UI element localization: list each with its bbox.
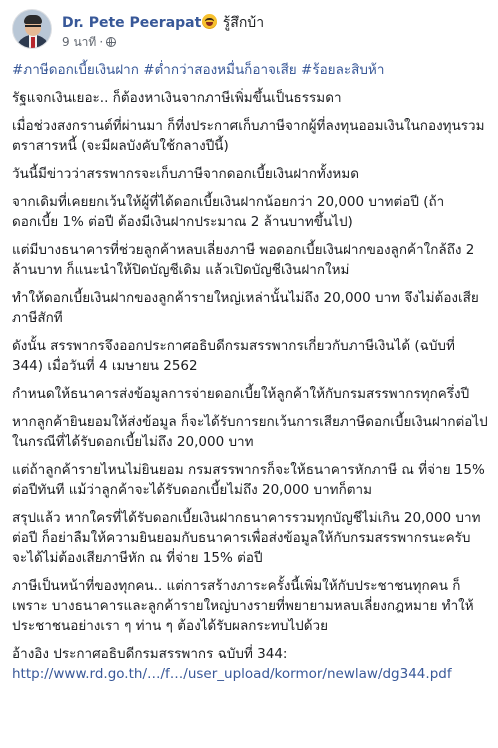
post-header xyxy=(12,9,488,53)
post-meta xyxy=(62,33,116,52)
post-paragraph: จากเดิมที่เคยยกเว้นให้ผู้ที่ได้ดอกเบี้ยเงินฝากน้อยกว่า 20,000 บาทต่อปี (ถ้าดอกเบี้ย 1% ต่อปี ต้องมีเงินฝากประมาณ 2 ล้านบาทขึ้นไป) xyxy=(12,194,445,230)
post-paragraph: ภาษีเป็นหน้าที่ของทุกคน.. แต่การสร้างภาระครั้งนี้เพิ่มให้กับประชาชนทุกคน ก็เพราะ บางธนาคารและลูกค้ารายใหญ่บางรายที่พยายามหลบเลี่ยงกฎหมาย ทำให้ประชาชนอย่างเรา ๆ ท่าน ๆ ต้องได้รับผลกระทบไปด้วย xyxy=(12,578,474,634)
globe-icon[interactable] xyxy=(106,37,116,47)
post-paragraph: รัฐแจกเงินเยอะ.. ก็ต้องหาเงินจากภาษีเพิ่มขึ้นเป็นธรรมดา xyxy=(12,90,342,106)
post-paragraph: แต่ถ้าลูกค้ารายไหนไม่ยินยอม กรมสรรพากรก็จะให้ธนาคารหักภาษี ณ ที่จ่าย 15% ต่อปีทันที แม้ว่าลูกค้าจะได้รับดอกเบี้ยไม่ถึง 20,000 บาทก็ตาม xyxy=(12,462,485,498)
post-body xyxy=(12,60,488,692)
post-paragraph: ทำให้ดอกเบี้ยเงินฝากของลูกค้ารายใหญ่เหล่านั้นไม่ถึง 20,000 บาท จึงไม่ต้องเสียภาษีสักที xyxy=(12,290,479,326)
author-avatar[interactable] xyxy=(12,9,52,49)
post-paragraph: วันนี้มีข่าวว่าสรรพากรจะเก็บภาษีจากดอกเบี้ยเงินฝากทั้งหมด xyxy=(12,166,359,182)
post-paragraph: กำหนดให้ธนาคารส่งข้อมูลการจ่ายดอกเบี้ยให้ลูกค้าให้กับกรมสรรพากรทุกครึ่งปี xyxy=(12,386,470,402)
meta-separator: · xyxy=(99,35,104,49)
post-paragraph: สรุปแล้ว หากใครที่ได้รับดอกเบี้ยเงินฝากธนาคารรวมทุกบัญชีไม่เกิน 20,000 บาทต่อปี ก็อย่าลืมให้ความยินยอมกับธนาคารเพื่อส่งข้อมูลให้กับกรมสรรพากรนะครับ จะได้ไม่ต้องเสียภาษีหัก ณ ที่จ่าย 15% ต่อปี xyxy=(12,510,481,566)
grinning-squinting-face-icon xyxy=(202,14,217,29)
hashtags[interactable]: #ภาษีดอกเบี้ยเงินฝาก #ต่ำกว่าสองหมื่นก็อาจเสีย #ร้อยละสิบห้า xyxy=(12,62,385,78)
post-paragraph: แต่มีบางธนาคารที่ช่วยลูกค้าหลบเลี่ยงภาษี พอดอกเบี้ยเงินฝากของลูกค้าใกล้ถึง 2 ล้านบาท ก็แนะนำให้ปิดบัญชีเดิม แล้วเปิดบัญชีเงินฝากใหม่ xyxy=(12,242,475,278)
post-paragraph: เมื่อช่วงสงกรานต์ที่ผ่านมา ก็ที่งประกาศเก็บภาษีจากผู้ที่ลงทุนออมเงินในกองทุนรวมตราสารหนี้ (จะมีผลบังคับใช้กลางปีนี้) xyxy=(12,118,485,154)
author-name[interactable]: Dr. Pete Peerapat xyxy=(62,15,202,31)
reference-paragraph xyxy=(12,644,488,684)
post-time[interactable]: 9 นาที xyxy=(62,35,97,49)
post-paragraph: ดังนั้น สรรพากรจึงออกประกาศอธิบดีกรมสรรพากรเกี่ยวกับภาษีเงินได้ (ฉบับที่ 344) เมื่อวันที่ 4 เมษายน 2562 xyxy=(12,338,455,374)
post-paragraph: หากลูกค้ายินยอมให้ส่งข้อมูล ก็จะได้รับการยกเว้นการเสียภาษีดอกเบี้ยเงินฝากต่อไปในกรณีที่ได้รับดอกเบี้ยไม่ถึง 20,000 บาท xyxy=(12,414,488,450)
author-line xyxy=(62,12,264,34)
reference-prefix: อ้างอิง ประกาศอธิบดีกรมสรรพากร ฉบับที่ 344: xyxy=(12,646,288,662)
feeling-text: รู้สึกบ้า xyxy=(222,15,265,31)
reference-link[interactable]: http://www.rd.go.th/…/f…/user_upload/kormor/newlaw/dg344.pdf xyxy=(12,666,452,682)
